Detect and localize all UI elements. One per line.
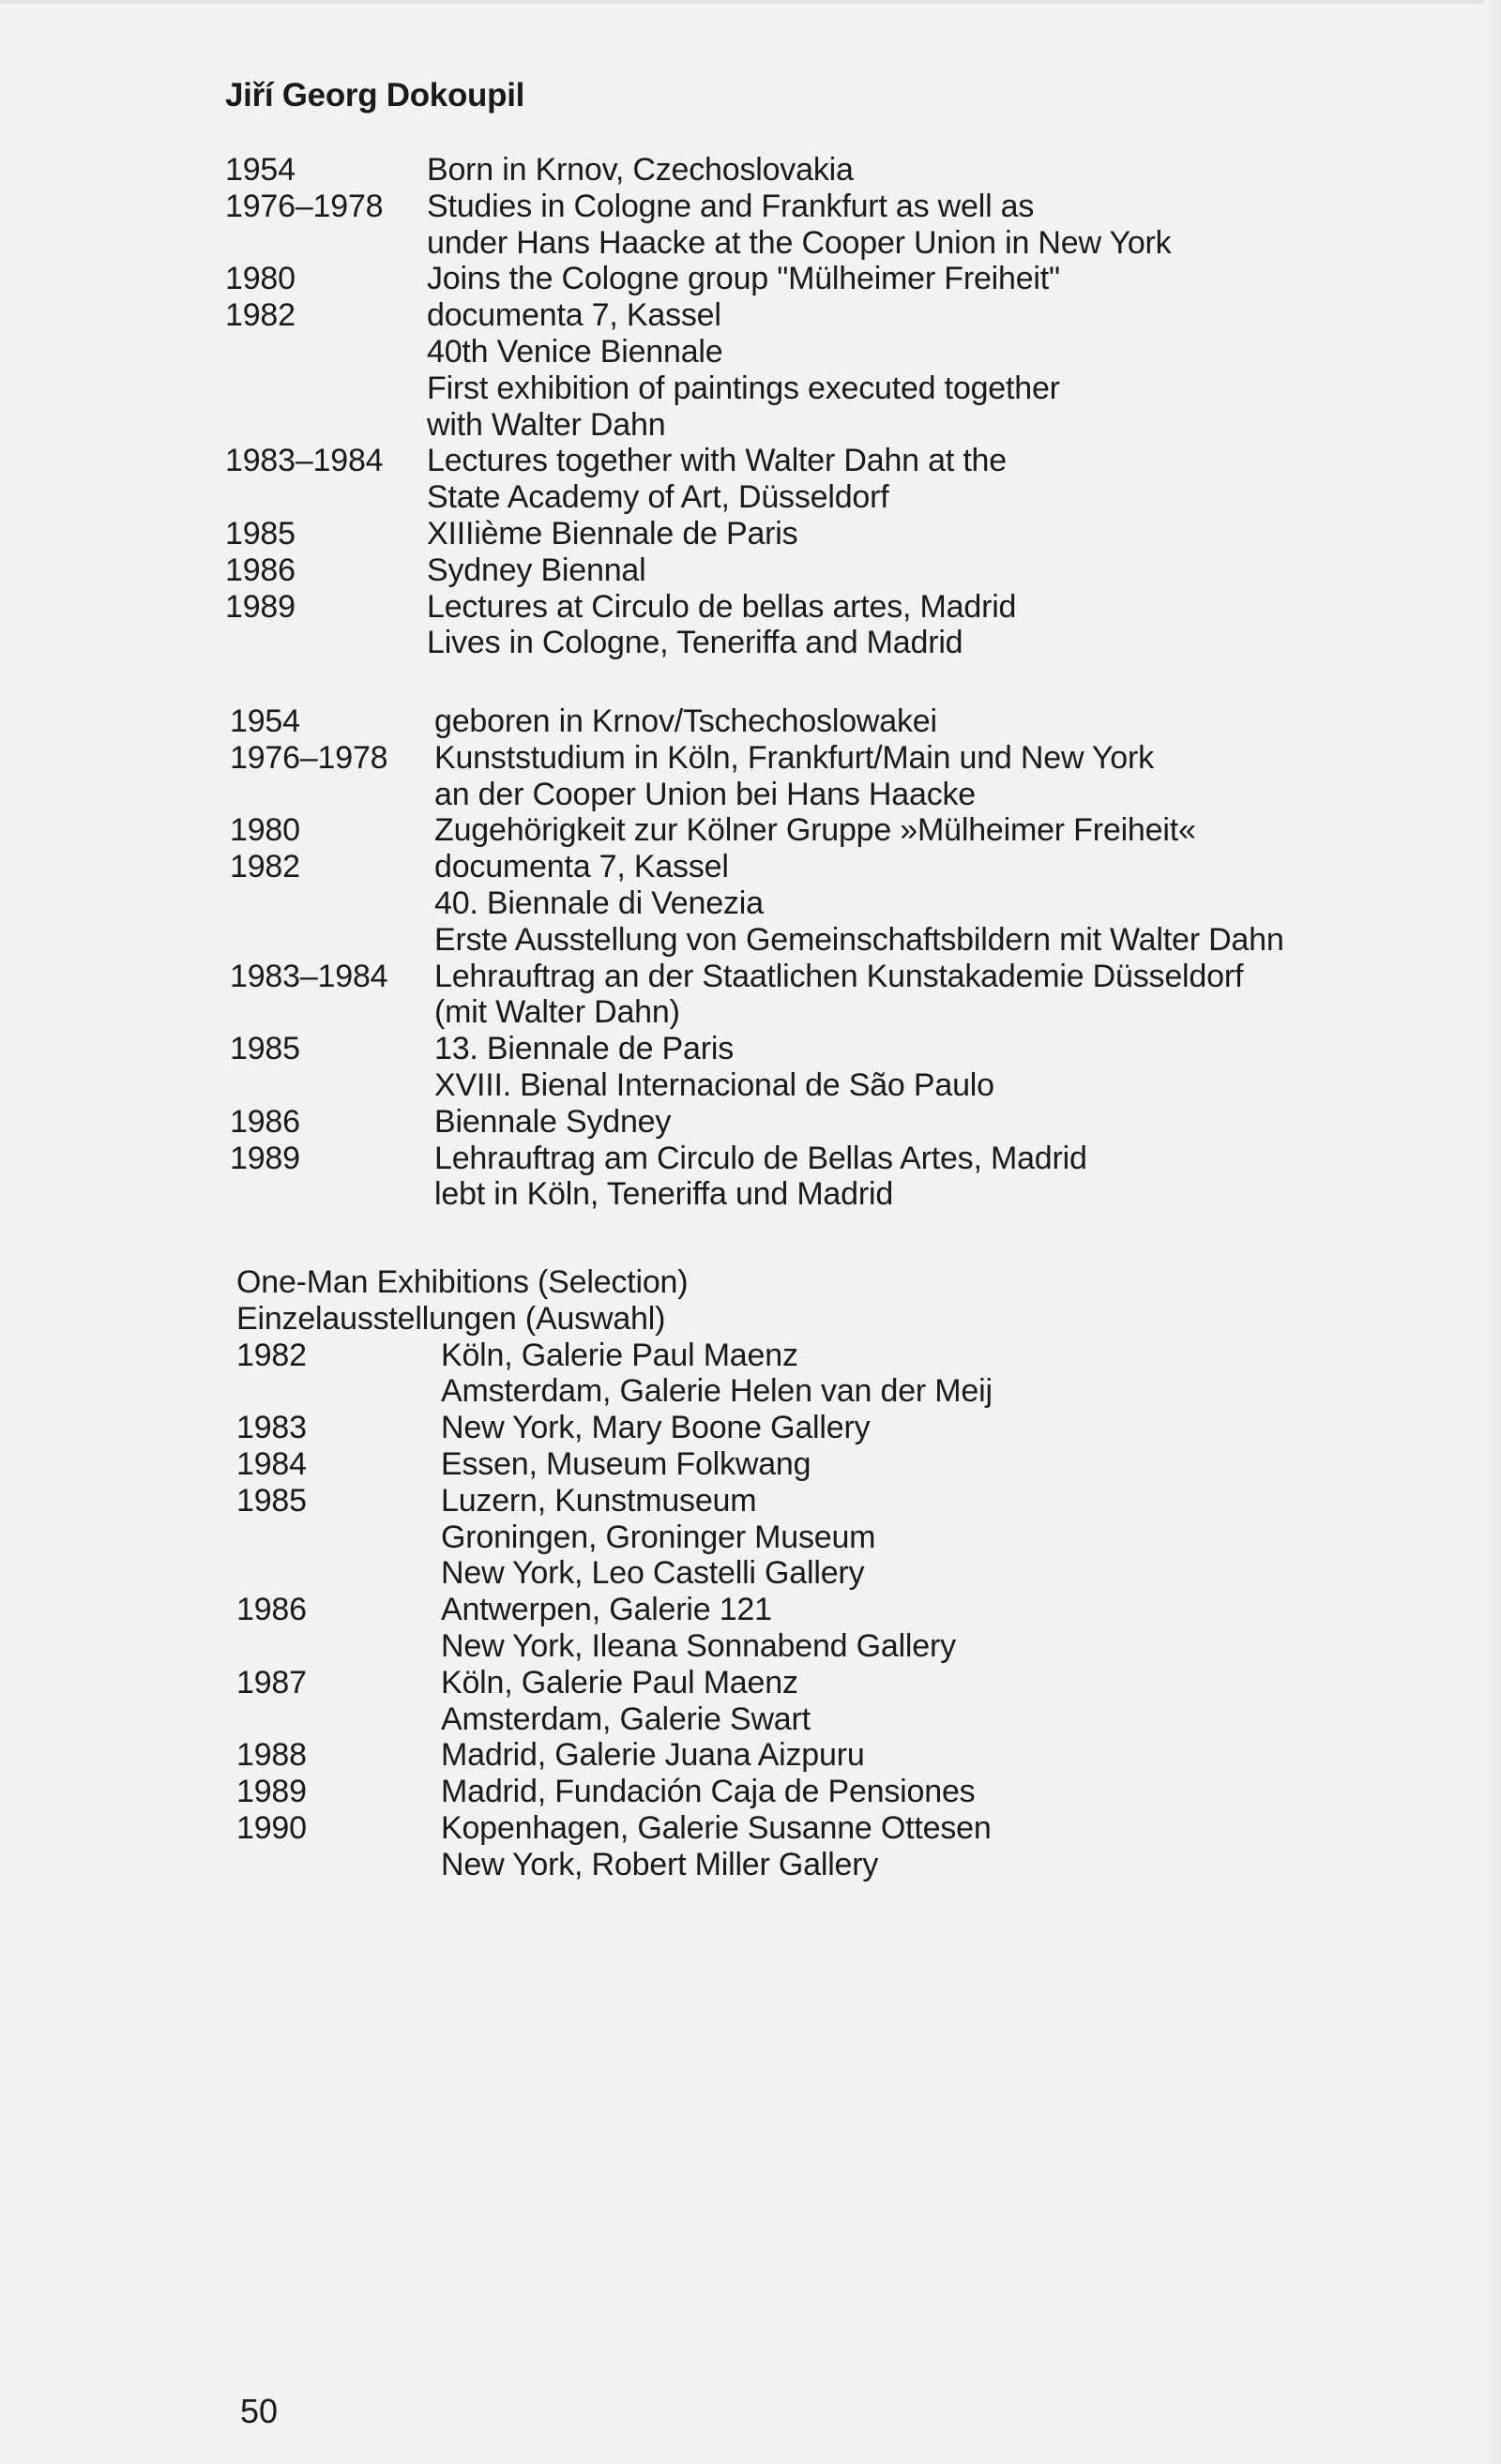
chronology-entry <box>225 189 1171 262</box>
entry-text <box>427 261 1171 297</box>
entry-text <box>427 189 1171 262</box>
entry-year: 1980 <box>230 812 300 849</box>
entry-text <box>434 740 1284 813</box>
entry-line: (mit Walter Dahn) <box>434 994 680 1031</box>
entry-text <box>427 589 1171 662</box>
entry-text <box>427 443 1171 516</box>
page-number: 50 <box>240 2392 279 2430</box>
chronology-entry <box>230 959 1284 1032</box>
chronology-entry <box>236 1810 993 1883</box>
entry-text <box>427 516 1171 552</box>
entry-text <box>427 152 1171 189</box>
entry-year: 1983–1984 <box>230 958 388 994</box>
chronology-entry <box>236 1338 993 1411</box>
entry-line: Lives in Cologne, Teneriffa and Madrid <box>427 625 963 661</box>
entry-text <box>441 1338 993 1411</box>
exhibitions-heading-german: Einzelausstellungen (Auswahl) <box>236 1300 666 1337</box>
chronology-entry <box>230 1141 1284 1214</box>
entry-year: 1986 <box>236 1592 307 1628</box>
entry-line: New York, Leo Castelli Gallery <box>441 1555 865 1592</box>
entry-line: First exhibition of paintings executed together <box>427 370 1060 406</box>
entry-line: 40th Venice Biennale <box>427 333 723 370</box>
entry-line: Amsterdam, Galerie Helen van der Meij <box>441 1373 993 1410</box>
entry-year: 1984 <box>236 1445 307 1482</box>
entry-text <box>427 297 1171 443</box>
entry-year: 1983–1984 <box>225 443 384 479</box>
entry-year: 1976–1978 <box>230 739 388 776</box>
entry-text <box>441 1410 993 1446</box>
entry-text <box>434 1141 1284 1214</box>
exhibitions-list <box>236 1338 993 1883</box>
entry-line: an der Cooper Union bei Hans Haacke <box>434 776 977 812</box>
chronology-entry <box>225 552 1171 589</box>
chronology-entry <box>236 1737 993 1774</box>
entry-line: Kopenhagen, Galerie Susanne Ottesen <box>441 1809 992 1846</box>
entry-line: New York, Mary Boone Gallery <box>441 1410 871 1446</box>
chronology-entry <box>230 703 1284 740</box>
chronology-entry <box>236 1446 993 1483</box>
entry-year: 1982 <box>236 1337 307 1373</box>
top-edge <box>0 0 1501 4</box>
entry-year: 1983 <box>236 1410 307 1446</box>
entry-line: Madrid, Galerie Juana Aizpuru <box>441 1737 865 1774</box>
chronology-entry <box>225 261 1171 297</box>
entry-text <box>434 1104 1284 1141</box>
entry-text <box>434 959 1284 1032</box>
chronology-entry <box>225 297 1171 443</box>
chronology-entry <box>230 1104 1284 1141</box>
entry-line: 40. Biennale di Venezia <box>434 884 764 921</box>
entry-line: Lehrauftrag an der Staatlichen Kunstakademie Düsseldorf <box>434 958 1244 994</box>
entry-line: Essen, Museum Folkwang <box>441 1445 811 1482</box>
entry-line: New York, Robert Miller Gallery <box>441 1846 879 1882</box>
entry-year: 1982 <box>230 849 300 885</box>
chronology-entry <box>225 516 1171 552</box>
entry-text <box>441 1665 993 1738</box>
entry-year: 1954 <box>230 703 300 739</box>
entry-line: Born in Krnov, Czechoslovakia <box>427 152 854 188</box>
entry-year: 1986 <box>225 552 296 588</box>
entry-line: Lectures at Circulo de bellas artes, Madrid <box>427 588 1017 625</box>
biography-german <box>230 703 1284 1213</box>
biography-english <box>225 152 1171 661</box>
entry-line: Sydney Biennal <box>427 552 646 588</box>
entry-line: XIIIième Biennale de Paris <box>427 515 798 552</box>
entry-line: documenta 7, Kassel <box>427 297 721 334</box>
exhibitions-heading-english: One-Man Exhibitions (Selection) <box>236 1264 689 1300</box>
entry-line: Amsterdam, Galerie Swart <box>441 1701 811 1737</box>
entry-line: 13. Biennale de Paris <box>434 1031 735 1067</box>
entry-line: Studies in Cologne and Frankfurt as well as <box>427 188 1035 224</box>
entry-line: Groningen, Groninger Museum <box>441 1519 876 1555</box>
entry-text <box>434 703 1284 740</box>
entry-text <box>441 1737 993 1774</box>
entry-year: 1987 <box>236 1664 307 1701</box>
entry-line: Luzern, Kunstmuseum <box>441 1482 757 1519</box>
entry-year: 1985 <box>225 515 296 552</box>
chronology-entry <box>225 589 1171 662</box>
chronology-entry <box>230 849 1284 958</box>
chronology-entry <box>225 152 1171 189</box>
entry-line: Erste Ausstellung von Gemeinschaftsbildern mit Walter Dahn <box>434 921 1284 958</box>
entry-line: New York, Ileana Sonnabend Gallery <box>441 1627 956 1664</box>
entry-year: 1985 <box>236 1482 307 1519</box>
entry-line: Madrid, Fundación Caja de Pensiones <box>441 1774 976 1810</box>
entry-line: Köln, Galerie Paul Maenz <box>441 1664 798 1701</box>
exhibitions-section <box>236 1264 993 1883</box>
entry-year: 1988 <box>236 1737 307 1774</box>
artist-name-heading: Jiří Georg Dokoupil <box>225 77 525 113</box>
page-edge <box>1484 0 1501 2464</box>
chronology-entry <box>236 1774 993 1810</box>
entry-line: under Hans Haacke at the Cooper Union in New York <box>427 224 1172 261</box>
entry-text <box>434 1031 1284 1104</box>
entry-line: Lectures together with Walter Dahn at the <box>427 443 1007 479</box>
entry-year: 1982 <box>225 297 296 334</box>
entry-line: Lehrauftrag am Circulo de Bellas Artes, Madrid <box>434 1140 1087 1176</box>
entry-line: Kunststudium in Köln, Frankfurt/Main und New York <box>434 739 1154 776</box>
entry-text <box>441 1810 993 1883</box>
entry-line: documenta 7, Kassel <box>434 849 729 885</box>
entry-line: Zugehörigkeit zur Kölner Gruppe »Mülheimer Freiheit« <box>434 812 1196 849</box>
entry-line: State Academy of Art, Düsseldorf <box>427 479 889 516</box>
entry-year: 1985 <box>230 1031 300 1067</box>
chronology-entry <box>236 1665 993 1738</box>
entry-line: lebt in Köln, Teneriffa und Madrid <box>434 1176 894 1213</box>
chronology-entry <box>236 1483 993 1592</box>
entry-text <box>441 1446 993 1483</box>
entry-text <box>434 849 1284 958</box>
chronology-entry <box>236 1410 993 1446</box>
chronology-entry <box>236 1592 993 1665</box>
entry-line: XVIII. Bienal Internacional de São Paulo <box>434 1066 994 1103</box>
chronology-entry <box>230 812 1284 849</box>
entry-year: 1989 <box>225 588 296 625</box>
entry-line: Biennale Sydney <box>434 1103 672 1140</box>
chronology-entry <box>230 740 1284 813</box>
entry-year: 1990 <box>236 1809 307 1846</box>
entry-line: Joins the Cologne group "Mülheimer Freiheit" <box>427 261 1060 297</box>
entry-year: 1989 <box>230 1140 300 1176</box>
entry-line: Antwerpen, Galerie 121 <box>441 1592 772 1628</box>
entry-year: 1980 <box>225 261 296 297</box>
entry-text <box>441 1592 993 1665</box>
entry-text <box>427 552 1171 589</box>
entry-year: 1954 <box>225 152 296 188</box>
entry-year: 1989 <box>236 1774 307 1810</box>
entry-text <box>441 1483 993 1592</box>
entry-line: with Walter Dahn <box>427 406 666 443</box>
chronology-entry <box>225 443 1171 516</box>
entry-year: 1986 <box>230 1103 300 1140</box>
entry-line: Köln, Galerie Paul Maenz <box>441 1337 798 1373</box>
entry-line: geboren in Krnov/Tschechoslowakei <box>434 703 937 739</box>
entry-year: 1976–1978 <box>225 188 384 224</box>
entry-text <box>434 812 1284 849</box>
chronology-entry <box>230 1031 1284 1104</box>
entry-text <box>441 1774 993 1810</box>
